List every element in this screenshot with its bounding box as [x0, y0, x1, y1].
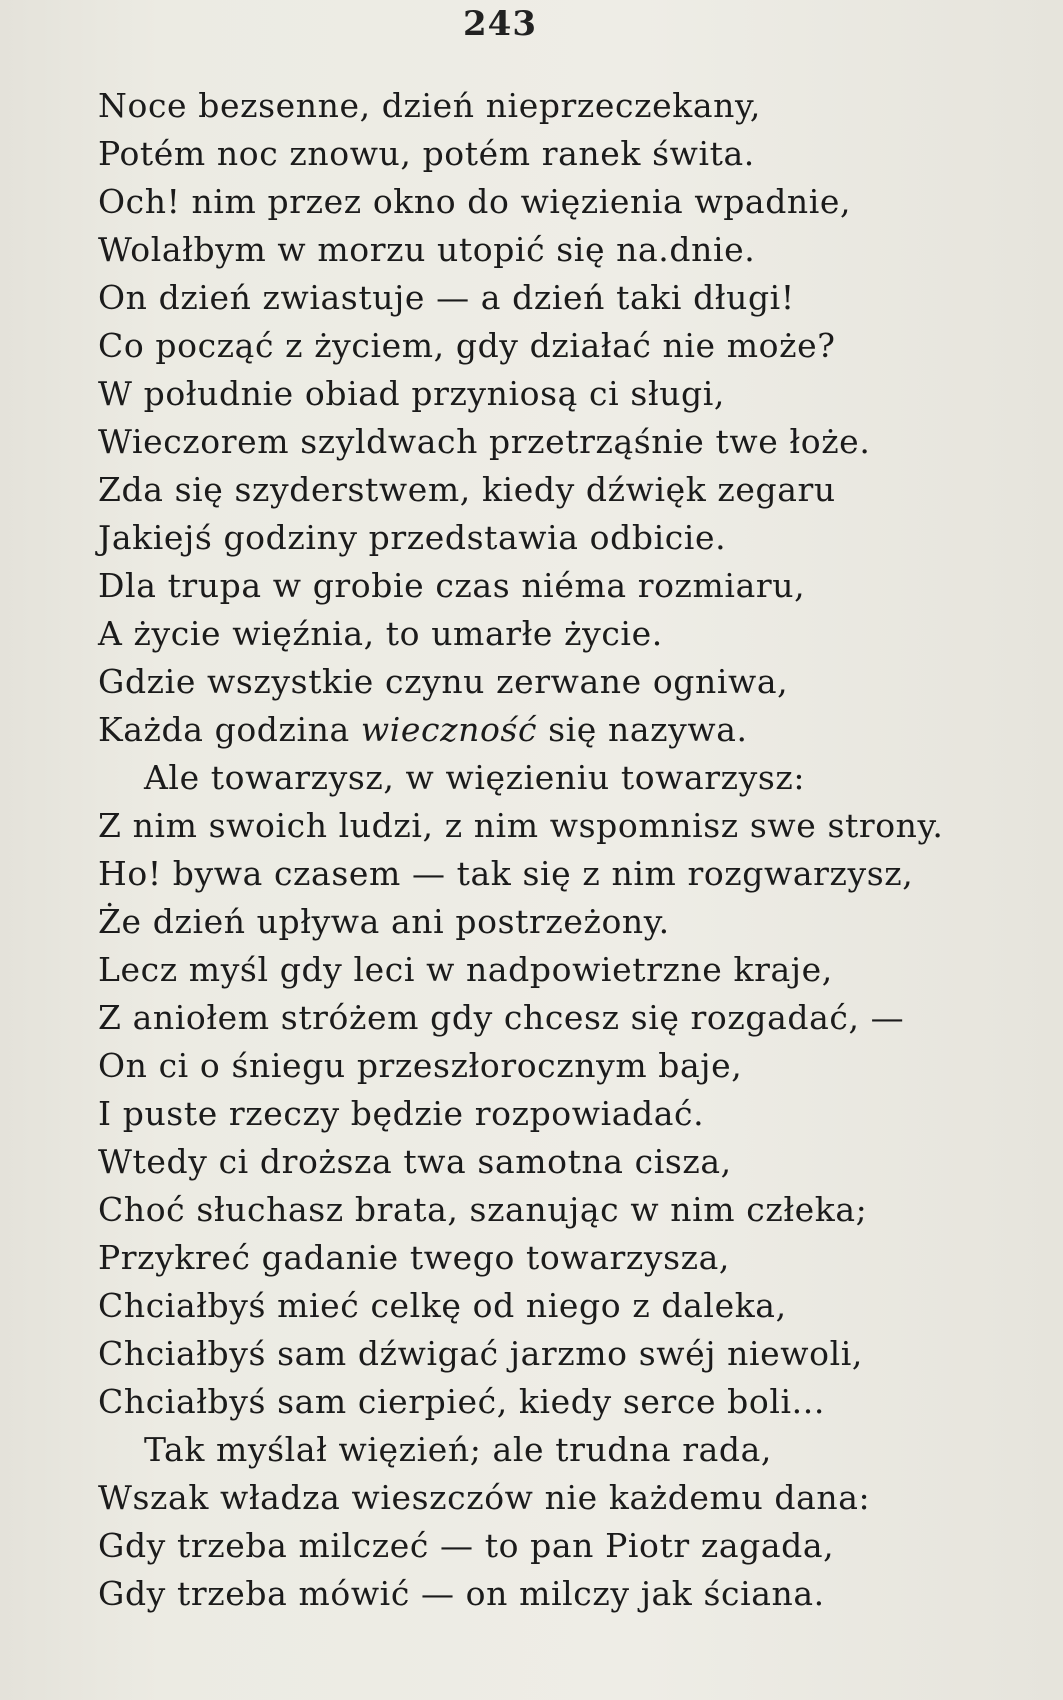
poem-line: Gdzie wszystkie czynu zerwane ogniwa,	[98, 662, 789, 701]
stanza-first-line: Tak myślał więzień; ale trudna rada,	[144, 1430, 772, 1469]
poem-line: Przykreć gadanie twego towarzysza,	[98, 1238, 730, 1277]
poem-line: W południe obiad przyniosą ci sługi,	[98, 374, 726, 413]
emphasized-word: wieczność	[360, 710, 538, 749]
poem-line: Noce bezsenne, dzień nieprzeczekany,	[98, 86, 761, 125]
poem-line: Chciałbyś sam dźwigać jarzmo swéj niewoli,	[98, 1334, 863, 1373]
poem-line: Gdy trzeba milczeć — to pan Piotr zagada,	[98, 1526, 835, 1565]
stanza-first-line: Ale towarzysz, w więzieniu towarzysz:	[144, 758, 806, 797]
poem-line: Wolałbym w morzu utopić się na.dnie.	[98, 230, 756, 269]
poem-line: Och! nim przez okno do więzienia wpadnie,	[98, 182, 852, 221]
poem-line: Dla trupa w grobie czas niéma rozmiaru,	[98, 566, 806, 605]
poem-line: Ho! bywa czasem — tak się z nim rozgwarzysz,	[98, 854, 914, 893]
poem-line: Gdy trzeba mówić — on milczy jak ściana.	[98, 1574, 825, 1613]
poem-line: Co począć z życiem, gdy działać nie może?	[98, 326, 836, 365]
poem-line-end: się nazywa.	[537, 710, 748, 749]
poem-line: A życie więźnia, to umarłe życie.	[98, 614, 663, 653]
poem-line: Z aniołem stróżem gdy chcesz się rozgadać, —	[98, 998, 905, 1037]
poem-line: Potém noc znowu, potém ranek świta.	[98, 134, 755, 173]
poem-line: On ci o śniegu przeszłorocznym baje,	[98, 1046, 743, 1085]
poem-text	[98, 82, 998, 1618]
poem-line: Wszak władza wieszczów nie każdemu dana:	[98, 1478, 871, 1517]
poem-line: Zda się szyderstwem, kiedy dźwięk zegaru	[98, 470, 836, 509]
poem-line: On dzień zwiastuje — a dzień taki długi!	[98, 278, 795, 317]
page-number: 243	[463, 4, 537, 44]
poem-line: Wieczorem szyldwach przetrząśnie twe łoże.	[98, 422, 871, 461]
poem-line: Wtedy ci droższa twa samotna cisza,	[98, 1142, 732, 1181]
poem-line: Lecz myśl gdy leci w nadpowietrzne kraje,	[98, 950, 833, 989]
poem-line: I puste rzeczy będzie rozpowiadać.	[98, 1094, 705, 1133]
poem-line: Że dzień upływa ani postrzeżony.	[98, 902, 670, 941]
poem-line: Chciałbyś mieć celkę od niego z daleka,	[98, 1286, 787, 1325]
poem-line: Z nim swoich ludzi, z nim wspomnisz swe strony.	[98, 806, 944, 845]
poem-line: Choć słuchasz brata, szanując w nim człeka;	[98, 1190, 868, 1229]
poem-line: Jakiejś godziny przedstawia odbicie.	[98, 518, 727, 557]
poem-line: Chciałbyś sam cierpieć, kiedy serce boli...	[98, 1382, 825, 1421]
poem-line	[98, 706, 998, 754]
poem-line-start: Każda godzina	[98, 710, 361, 749]
